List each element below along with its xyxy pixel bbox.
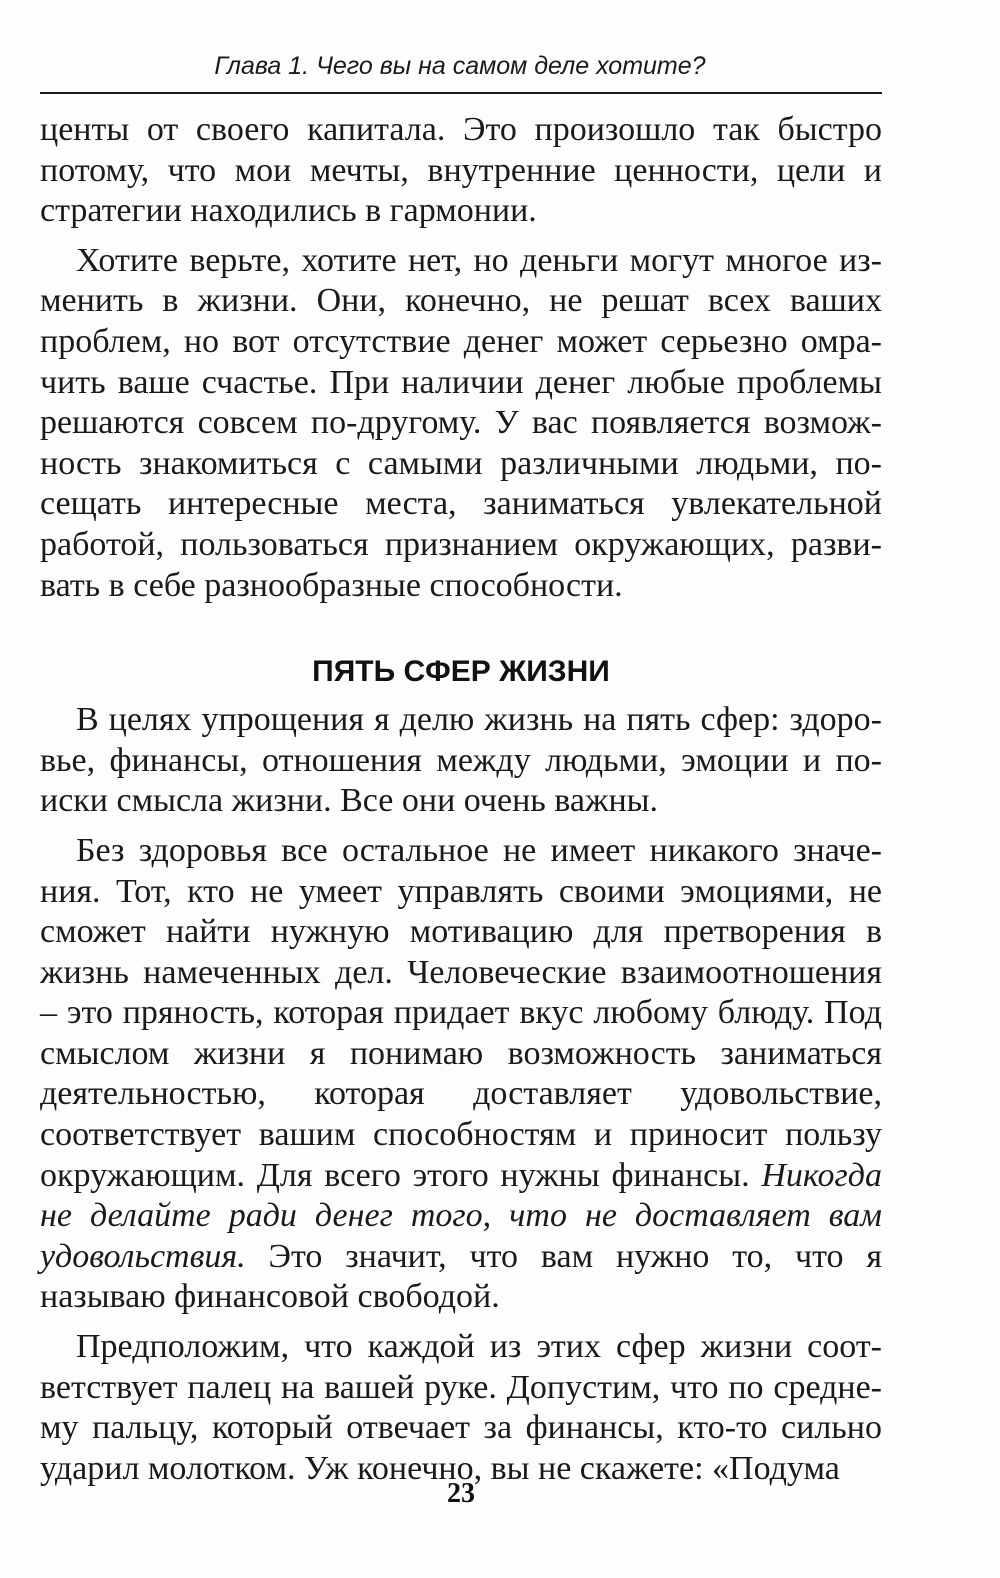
paragraph-5: Предположим, что каждой из этих сфер жизни соответствует палец на вашей руке. Допустим, что по среднему пальцу, который отвечает за финансы, кто-то сильно ударил молотком. Уж конечно, вы не скажете: «Подума [40, 1328, 882, 1487]
header-rule [40, 92, 882, 94]
paragraph-4-end: Это значит, что вам нужно то, что я называю финансовой свободой. [40, 1237, 882, 1316]
paragraph-4-start: Без здоровья все остальное не имеет никакого значения. Тот, кто не умеет управлять своими эмоциями, не сможет найти нужную мотивацию для претворения в жизнь намеченных дел. Человеческие взаимоотношения – это пряность, которая придает вкус любому блюду. Под смыслом жизни я понимаю возможность заниматься деятельностью, которая доставляет удовольствие, соответствует вашим способностям и приносит пользу окружающим. Для всего этого нужны финансы. [40, 831, 882, 1194]
body-text [40, 110, 882, 1498]
paragraph-1: центы от своего капитала. Это произошло так быстро потому, что мои мечты, внутренние ценности, цели и стратегии находились в гармонии. [40, 111, 882, 230]
paragraph-3: В целях упрощения я делю жизнь на пять сфер: здоровье, финансы, отношения между людьми, эмоции и поиски смысла жизни. Все они очень важны. [40, 701, 882, 820]
page-number: 23 [447, 1478, 475, 1509]
paragraph-2: Хотите верьте, хотите нет, но деньги могут многое изменить в жизни. Они, конечно, не решат всех ваших проблем, но вот отсутствие денег может серьезно омрачить ваше счастье. При наличии денег любые проблемы решаются совсем по-другому. У вас появляется возможность знакомиться с самыми различными людьми, посещать интересные места, заниматься увлекательной работой, пользоваться признанием окружающих, развивать в себе разнообразные способности. [40, 241, 882, 604]
paragraph-4 [40, 831, 882, 1318]
paragraph-4-italic: Никогда не делайте ради денег того, что не доставляет вам удовольствия. [40, 1156, 882, 1275]
running-header: Глава 1. Чего вы на самом деле хотите? [214, 52, 706, 80]
section-heading: ПЯТЬ СФЕР ЖИЗНИ [312, 655, 610, 689]
